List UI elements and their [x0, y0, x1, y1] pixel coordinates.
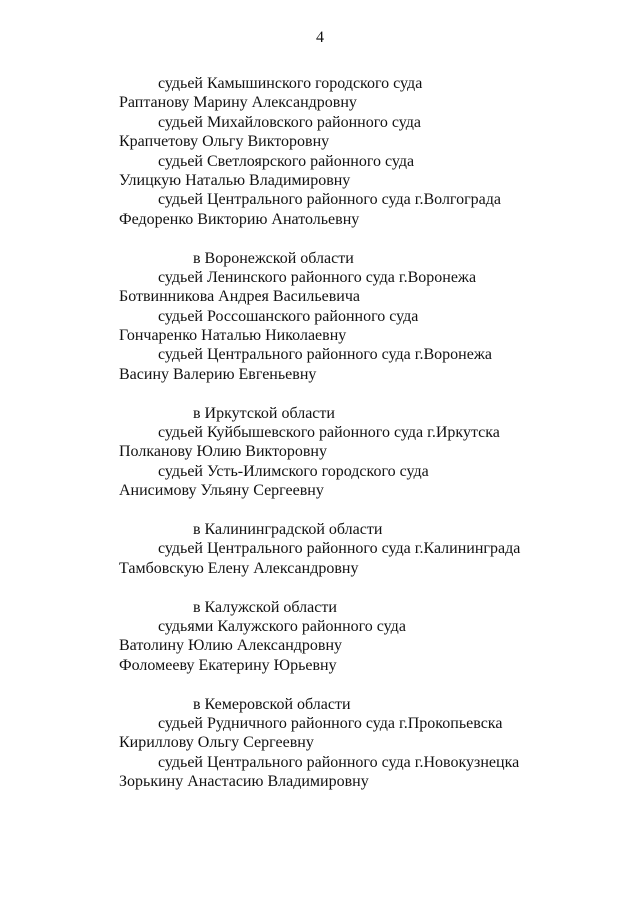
court-line: судьей Усть-Илимского городского суда	[158, 462, 429, 480]
judge-name: Полканову Юлию Викторовну	[119, 443, 327, 461]
section-spacer	[0, 675, 640, 694]
court-line: судьей Центрального районного суда г.Волгограда	[158, 191, 501, 209]
judge-name: Анисимову Ульяну Сергеевну	[119, 482, 324, 500]
region-heading: в Иркутской области	[193, 404, 335, 422]
region-heading: в Воронежской области	[193, 249, 354, 267]
region-section	[0, 249, 640, 385]
court-line: судьей Россошанского районного суда	[158, 307, 419, 325]
judge-name: Кириллову Ольгу Сергеевну	[119, 734, 314, 752]
region-section	[0, 520, 640, 578]
court-line: судьей Михайловского районного суда	[158, 113, 421, 131]
region-section	[0, 695, 640, 792]
court-line: судьей Куйбышевского районного суда г.Иркутска	[158, 424, 500, 442]
judge-name: Васину Валерию Евгеньевну	[119, 365, 317, 383]
region-section	[0, 404, 640, 501]
court-line: судьей Центрального районного суда г.Воронежа	[158, 346, 492, 364]
section-spacer	[0, 501, 640, 520]
judge-name: Крапчетову Ольгу Викторовну	[119, 133, 330, 151]
court-line: судьей Ленинского районного суда г.Воронежа	[158, 268, 477, 286]
region-section	[0, 74, 640, 229]
judge-name: Раптанову Марину Александровну	[119, 94, 357, 112]
court-line: судьей Центрального районного суда г.Калининграда	[158, 540, 521, 558]
court-line: судьей Светлоярского районного суда	[158, 152, 415, 170]
region-heading: в Кемеровской области	[193, 695, 351, 713]
judge-name: Тамбовскую Елену Александровну	[119, 559, 359, 577]
region-section	[0, 598, 640, 676]
section-spacer	[0, 384, 640, 403]
section-spacer	[0, 229, 640, 248]
judge-name: Гончаренко Наталью Николаевну	[119, 327, 347, 345]
judge-name: Федоренко Викторию Анатольевну	[119, 210, 360, 228]
appointments-list	[0, 74, 640, 791]
court-line: судьей Камышинского городского суда	[158, 75, 423, 92]
judge-name: Ботвинникова Андрея Васильевича	[119, 288, 360, 306]
page-number: 4	[316, 29, 324, 46]
judge-name: Зорькину Анастасию Владимировну	[119, 773, 369, 791]
court-line: судьей Центрального районного суда г.Новокузнецка	[158, 753, 520, 771]
region-heading: в Калужской области	[193, 598, 337, 616]
judge-name: Ватолину Юлию Александровну	[119, 637, 343, 655]
court-line: судьей Рудничного районного суда г.Прокопьевска	[158, 714, 503, 732]
judge-name: Улицкую Наталью Владимировну	[119, 171, 351, 189]
judge-name: Фоломееву Екатерину Юрьевну	[119, 656, 337, 674]
region-heading: в Калининградской области	[193, 520, 383, 538]
court-line: судьями Калужского районного суда	[158, 617, 406, 635]
section-spacer	[0, 578, 640, 597]
